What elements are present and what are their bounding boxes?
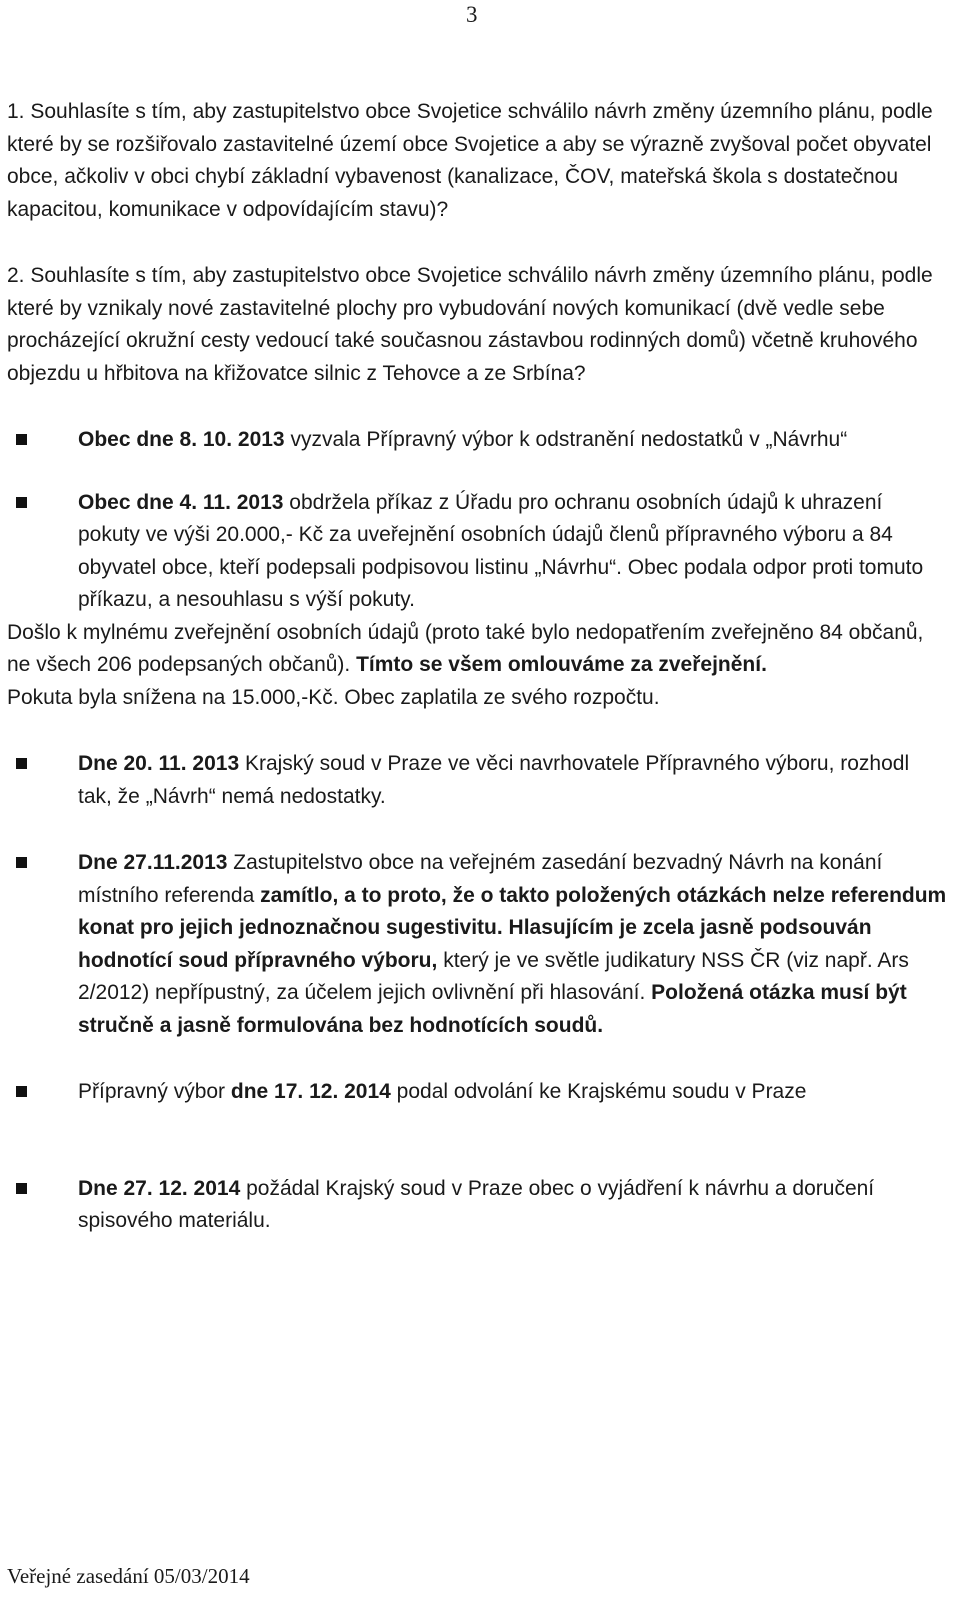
bullet-item-6	[7, 1173, 947, 1238]
question-2: 2. Souhlasíte s tím, aby zastupitelstvo obce Svojetice schválilo návrh změny územního plánu, podle které by vznikaly nové zastavitelné plochy pro vybudování nových komunikací (dvě vedle sebe procházející okružní cesty vedoucí také současnou zástavbou rodinných domů) včetně kruhového objezdu u hřbitova na křižovatce silnic z Tehovce a ze Srbína?	[7, 264, 933, 385]
square-bullet-icon	[16, 1183, 27, 1194]
apology-paragraph	[7, 617, 947, 682]
page-footer: Veřejné zasedání 05/03/2014	[7, 1564, 250, 1588]
bullet-bold-text: zamítlo, a to proto, že o takto položených otázkách nelze referendum konat pro jejich jednoznačnou sugestivitu. Hlasujícím je zcela jasně podsouván hodnotící soud přípravného výboru,	[78, 883, 947, 972]
bullet-item-5	[7, 1076, 947, 1109]
bullet-item-1	[7, 424, 947, 457]
bullet-text: Krajský soud v Praze ve věci navrhovatele Přípravného výboru, rozhodl tak, že „Návrh“ nemá nedostatky.	[78, 752, 910, 808]
square-bullet-icon	[16, 434, 27, 445]
square-bullet-icon	[16, 497, 27, 508]
apology-text: Došlo k mylnému zveřejnění osobních údajů (proto také bylo nedopatřením zveřejněno 84 občanů, ne všech 206 podepsaných občanů).	[7, 620, 924, 676]
bullet-text: který je ve světle judikatury NSS ČR (viz např. Ars 2/2012) nepřípustný, za účelem jejich ovlivnění při hlasování.	[78, 948, 909, 1004]
document-body	[7, 96, 947, 1238]
bullet-text: vyzvala Přípravný výbor k odstranění nedostatků v „Návrhu“	[284, 428, 848, 451]
bullet-text: Zastupitelstvo obce na veřejném zasedání bezvadný Návrh na konání místního referenda	[78, 851, 883, 907]
apology-bold: Tímto se všem omlouváme za zveřejnění.	[356, 653, 767, 676]
bullet-date: Dne 20. 11. 2013	[78, 752, 240, 775]
bullet-text: požádal Krajský soud v Praze obec o vyjádření k návrhu a doručení spisového materiálu.	[78, 1176, 875, 1232]
question-1: 1. Souhlasíte s tím, aby zastupitelstvo obce Svojetice schválilo návrh změny územního plánu, podle které by se rozšiřovalo zastavitelné území obce Svojetice a aby se výrazně zvyšoval počet obyvatel obce, ačkoliv v obci chybí základní vybavenost (kanalizace, ČOV, mateřská škola s dostatečnou kapacitou, komunikace v odpovídajícím stavu)?	[7, 100, 933, 221]
bullet-bold-text: Položená otázka musí být stručně a jasně formulována bez hodnotících soudů.	[78, 981, 907, 1037]
square-bullet-icon	[16, 857, 27, 868]
bullet-text: Přípravný výbor	[78, 1080, 231, 1103]
bullet-item-2	[7, 487, 947, 617]
square-bullet-icon	[16, 1086, 27, 1097]
bullet-item-3	[7, 748, 947, 813]
fine-paragraph: Pokuta byla snížena na 15.000,-Kč. Obec zaplatila ze svého rozpočtu.	[7, 685, 660, 709]
bullet-date: Dne 27.11.2013	[78, 851, 228, 874]
bullet-text: obdržela příkaz z Úřadu pro ochranu osobních údajů k uhrazení pokuty ve výši 20.000,- Kč za uveřejnění osobních údajů členů přípravného výboru a 84 obyvatel obce, kteří podepsali podpisovou listinu „Návrhu“. Obec podala odpor proti tomuto příkazu, a nesouhlasu s výší pokuty.	[78, 490, 924, 611]
bullet-text: podal odvolání ke Krajskému soudu v Praze	[390, 1080, 807, 1103]
page-number: 3	[466, 2, 478, 27]
square-bullet-icon	[16, 758, 27, 769]
bullet-date: Dne 27. 12. 2014	[78, 1176, 241, 1200]
bullet-date: Obec dne 8. 10. 2013	[78, 428, 285, 451]
bullet-date: Obec dne 4. 11. 2013	[78, 490, 284, 514]
bullet-item-4	[7, 847, 947, 1042]
bullet-date: dne 17. 12. 2014	[230, 1080, 391, 1103]
